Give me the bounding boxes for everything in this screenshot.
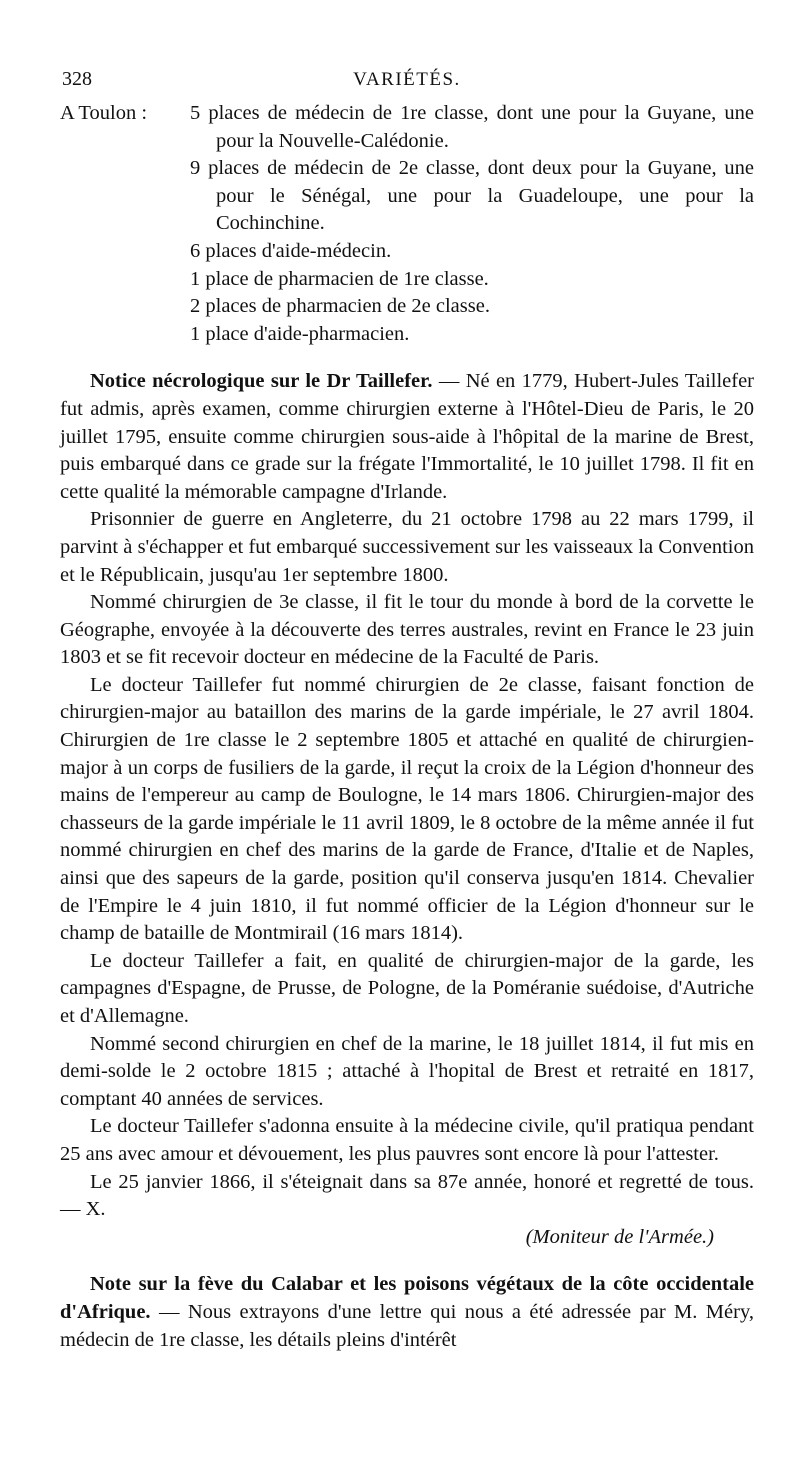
paragraph: Nommé second chirurgien en chef de la marine, le 18 juillet 1814, il fut mis en demi-solde le 2 octobre 1815 ; attaché à l'hopital de Brest et retraité en 1817, comptant 40 années de services.: [60, 1032, 754, 1110]
calabar-paragraph: [60, 1271, 754, 1354]
closing-paragraph: [60, 1169, 754, 1224]
notice-text: — Né en 1779, Hubert-Jules Taillefer fut admis, après examen, comme chirurgien externe à l'Hôtel-Dieu de Paris, le 20 juillet 1795, ensuite comme chirurgien sous-aide à l'hôpital de la marine de Brest, puis embarqué dans ce grade sur la frégate l'Immortalité, le 10 juillet 1798. Il fit en cette qualité la mémorable campagne d'Irlande.: [60, 370, 755, 503]
paragraph: Le docteur Taillefer a fait, en qualité de chirurgien-major de la garde, les campagnes d'Espagne, de Prusse, de Pologne, de la Poméranie suédoise, d'Autriche et d'Allemagne.: [60, 949, 754, 1027]
list-item: 9 places de médecin de 2e classe, dont deux pour la Guyane, une pour le Sénégal, une pour la Guadeloupe, une pour la Cochinchine.: [190, 157, 754, 235]
list-item: 6 places d'aide-médecin.: [190, 239, 392, 262]
notice-heading: Notice nécrologique sur le Dr Taillefer.: [90, 370, 433, 393]
paragraph: Prisonnier de guerre en Angleterre, du 21 octobre 1798 au 22 mars 1799, il parvint à s'échapper et fut embarqué successivement sur les vaisseaux la Convention et le Républicain, jusqu'au 1er septembre 1800.: [60, 508, 754, 586]
source-line: [60, 1224, 754, 1252]
page-number: 328: [62, 68, 92, 90]
list-item: 2 places de pharmacien de 2e classe.: [190, 295, 490, 318]
calabar-text: — Nous extrayons d'une lettre qui nous a été adressée par M. Méry, médecin de 1re classe, les détails pleins d'intérêt: [60, 1300, 755, 1351]
running-title: VARIÉTÉS.: [353, 69, 461, 90]
notice-paragraph-1: [60, 368, 754, 506]
list-item: 1 place de pharmacien de 1re classe.: [190, 267, 489, 290]
list-item: 5 places de médecin de 1re classe, dont une pour la Guyane, une pour la Nouvelle-Calédonie.: [190, 102, 754, 152]
paragraph: Le docteur Taillefer fut nommé chirurgien de 2e classe, faisant fonction de chirurgien-major au bataillon des marins de la garde impériale, le 27 avril 1804. Chirurgien de 1re classe le 2 septembre 1805 et attaché en qualité de chirurgien-major à un corps de fusiliers de la garde, il reçut la croix de la Légion d'honneur des mains de l'empereur au camp de Boulogne, le 14 mars 1806. Chirurgien-major des chasseurs de la garde impériale le 11 avril 1809, le 8 octobre de la même année il fut nommé chirurgien en chef des marins de la garde de France, d'Italie et de Naples, ainsi que des sapeurs de la garde, position qu'il conserva jusqu'en 1814. Chevalier de l'Empire le 4 juin 1810, il fut nommé officier de la Légion d'honneur sur le champ de bataille de Montmirail (16 mars 1814).: [60, 673, 754, 945]
toulon-label: A Toulon :: [60, 102, 148, 124]
toulon-list: [190, 100, 754, 348]
paragraph: Le docteur Taillefer s'adonna ensuite à la médecine civile, qu'il pratiqua pendant 25 ans avec amour et dévouement, les plus pauvres sont encore là pour l'attester.: [60, 1115, 754, 1165]
closing-text: Le 25 janvier 1866, il s'éteignait dans sa 87e année, honoré et regretté de tous. — X.: [60, 1170, 754, 1221]
page-header: [60, 58, 754, 92]
list-item: 1 place d'aide-pharmacien.: [190, 322, 410, 345]
paragraph: Nommé chirurgien de 3e classe, il fit le tour du monde à bord de la corvette le Géographe, envoyée à la découverte des terres australes, revint en France le 23 juin 1803 et se fit recevoir docteur en médecine de la Faculté de Paris.: [60, 591, 754, 669]
source-citation: (Moniteur de l'Armée.): [525, 1225, 714, 1248]
calabar-heading: Note sur la fève du Calabar et les poisons végétaux de la côte occidentale d'Afrique.: [60, 1273, 754, 1323]
toulon-block: [60, 100, 754, 348]
